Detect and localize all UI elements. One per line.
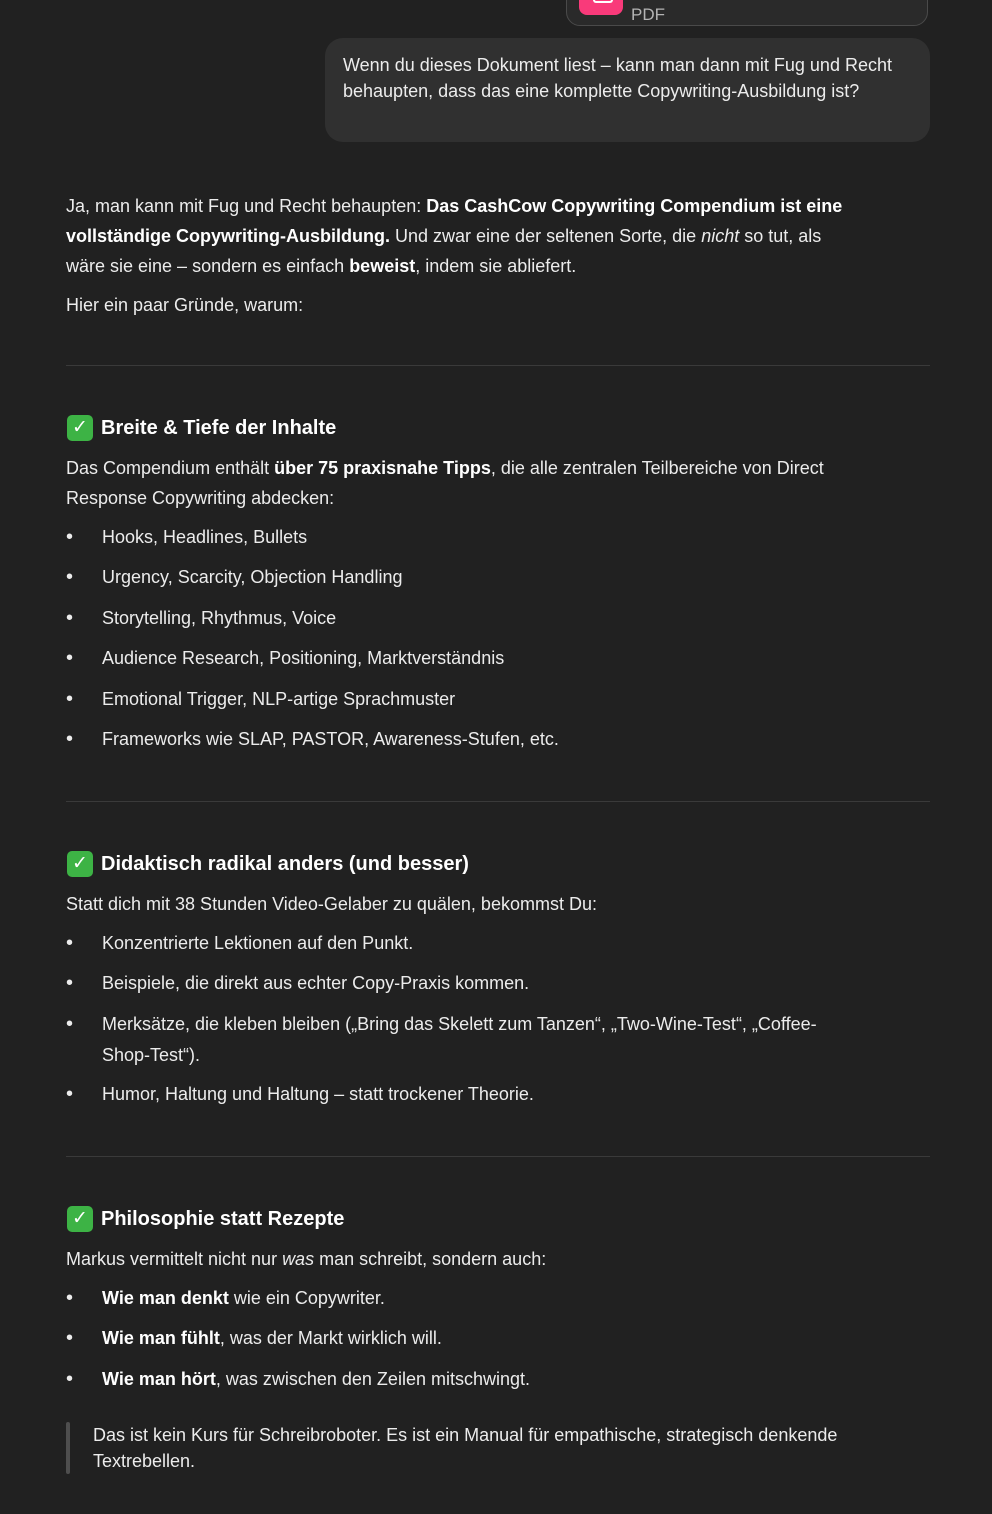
divider xyxy=(66,1156,930,1157)
quote-bar xyxy=(66,1422,70,1474)
user-message-text: Wenn du dieses Dokument liest – kann man dann mit Fug und Recht behaupten, dass das eine komplette Copywriting-Ausbildung ist? xyxy=(343,55,892,101)
intro-paragraph xyxy=(66,191,930,281)
section1-lead xyxy=(66,453,930,513)
check-mark-icon: ✓ xyxy=(67,1206,93,1232)
lead-italic: was xyxy=(282,1249,315,1269)
list-item-text xyxy=(102,1364,930,1395)
check-mark-icon: ✓ xyxy=(67,851,93,877)
intro-text: Ja, man kann mit Fug und Recht behaupten: xyxy=(66,196,427,216)
list-item-rest: , was zwischen den Zeilen mitschwingt. xyxy=(215,1369,530,1389)
list-item-text: Urgency, Scarcity, Objection Handling xyxy=(102,567,403,587)
list-item-rest: , was der Markt wirklich will. xyxy=(219,1328,442,1348)
list-item-text: Beispiele, die direkt aus echter Copy-Praxis kommen. xyxy=(102,973,530,993)
list-item-text: Emotional Trigger, NLP-artige Sprachmuster xyxy=(102,689,456,709)
list-item-text xyxy=(102,1283,930,1314)
bullet: • xyxy=(66,1083,74,1105)
section-heading-text: Philosophie statt Rezepte xyxy=(101,1208,345,1230)
bullet: • xyxy=(66,1368,74,1390)
intro-bold-2: vollständige Copywriting-Ausbildung. xyxy=(66,226,390,246)
document-icon xyxy=(579,0,623,15)
bullet: • xyxy=(66,932,74,954)
bullet: • xyxy=(66,647,74,669)
list-item-text: Frameworks wie SLAP, PASTOR, Awareness-Stufen, etc. xyxy=(102,729,559,749)
attachment-card[interactable] xyxy=(566,0,928,26)
list-item-text: Humor, Haltung und Haltung – statt trockener Theorie. xyxy=(102,1084,534,1104)
list-item-text: Hooks, Headlines, Bullets xyxy=(102,527,308,547)
intro-text-2: Und zwar eine der seltenen Sorte, die xyxy=(390,226,702,246)
bullet: • xyxy=(66,526,74,548)
intro-text-5: , indem sie abliefert. xyxy=(415,256,577,276)
divider xyxy=(66,801,930,802)
list-item-text: Shop-Test“). xyxy=(102,1045,201,1065)
bullet: • xyxy=(66,1327,74,1349)
lead-bold: über 75 praxisnahe Tipps xyxy=(274,458,491,478)
section-heading-1 xyxy=(66,413,930,443)
list-item-text: Merksätze, die kleben bleiben („Bring das Skelett zum Tanzen“, „Two-Wine-Test“, „Coffee- xyxy=(102,1014,817,1034)
check-mark-icon: ✓ xyxy=(67,415,93,441)
list-item-text: Audience Research, Positioning, Marktverständnis xyxy=(102,648,505,668)
section-heading-2 xyxy=(66,849,930,879)
lead-text-2: man schreibt, sondern auch: xyxy=(314,1249,547,1269)
bullet: • xyxy=(66,728,74,750)
section-heading-text: Didaktisch radikal anders (und besser) xyxy=(101,853,469,875)
section3-lead xyxy=(66,1244,930,1274)
divider xyxy=(66,365,930,366)
section-heading-3 xyxy=(66,1204,930,1234)
blockquote xyxy=(66,1422,930,1474)
intro-italic: nicht xyxy=(701,226,740,246)
lead-text-2: , die alle zentralen Teilbereiche von Direct xyxy=(490,458,824,478)
list-item-text: Storytelling, Rhythmus, Voice xyxy=(102,608,337,628)
list-item-bold: Wie man denkt xyxy=(102,1288,229,1308)
attachment-type: PDF xyxy=(631,5,665,24)
lead-text: Das Compendium enthält xyxy=(66,458,275,478)
user-message-bubble xyxy=(325,38,930,142)
bullet: • xyxy=(66,972,74,994)
bullet: • xyxy=(66,566,74,588)
intro-bold-3: beweist xyxy=(349,256,416,276)
intro-bold: Das CashCow Copywriting Compendium ist eine xyxy=(426,196,843,216)
intro-paragraph-2: Hier ein paar Gründe, warum: xyxy=(66,295,304,315)
list-item-bold: Wie man fühlt xyxy=(102,1328,220,1348)
list-item-bold: Wie man hört xyxy=(102,1369,216,1389)
section2-lead: Statt dich mit 38 Stunden Video-Gelaber zu quälen, bekommst Du: xyxy=(66,894,597,914)
bullet: • xyxy=(66,607,74,629)
list-item-text: Konzentrierte Lektionen auf den Punkt. xyxy=(102,933,414,953)
list-item-rest: wie ein Copywriter. xyxy=(228,1288,385,1308)
bullet: • xyxy=(66,1013,74,1035)
lead-text-3: Response Copywriting abdecken: xyxy=(66,488,335,508)
quote-text: Das ist kein Kurs für Schreibroboter. Es ist ein Manual für empathische, strategisch denkende Textrebellen. xyxy=(93,1425,838,1471)
intro-text-3: so tut, als xyxy=(739,226,822,246)
bullet: • xyxy=(66,688,74,710)
lead-text: Markus vermittelt nicht nur xyxy=(66,1249,283,1269)
list-item-text xyxy=(102,1323,930,1354)
section-heading-text: Breite & Tiefe der Inhalte xyxy=(101,417,337,439)
bullet: • xyxy=(66,1287,74,1309)
intro-text-4: wäre sie eine – sondern es einfach xyxy=(66,256,350,276)
